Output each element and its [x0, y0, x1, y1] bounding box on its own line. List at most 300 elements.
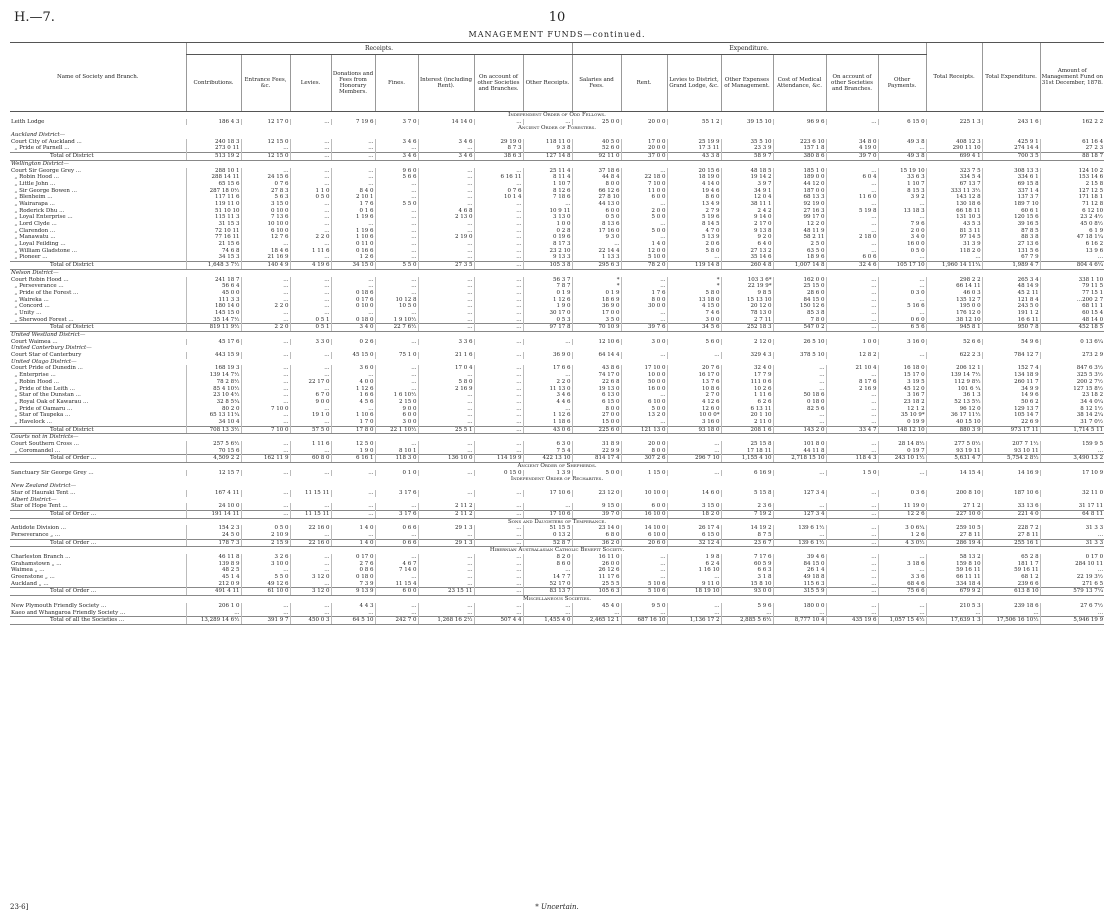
amount-cell: 115 11 3	[186, 214, 241, 221]
amount-cell: 4 0 0	[331, 379, 375, 386]
amount-cell: ...	[418, 324, 474, 332]
society-name: Perseverance „ ...	[11, 531, 61, 538]
amount-cell: 45 0 8½	[1040, 221, 1104, 228]
amount-cell: 3 15 0	[241, 201, 290, 208]
amount-cell: ...	[474, 386, 523, 393]
amount-cell: 3 2 6	[241, 554, 290, 561]
amount-cell: 1 7 6	[621, 290, 667, 297]
amount-cell: 168 19 3	[186, 365, 241, 372]
amount-cell: ...	[375, 145, 418, 152]
amount-cell: 27 8 10	[572, 194, 621, 201]
amount-cell: 10 1 4	[474, 194, 523, 201]
amount-cell: ...	[878, 201, 926, 208]
amount-cell: ...	[375, 379, 418, 386]
amount-cell: 25 15 0	[773, 283, 826, 290]
amount-cell: ...	[621, 567, 667, 574]
amount-cell: 23 15 11	[418, 588, 474, 596]
amount-cell: 0 13 2	[523, 532, 572, 539]
amount-cell: ...	[418, 145, 474, 152]
amount-cell: ...	[241, 168, 290, 175]
amount-cell: 491 4 11	[186, 588, 241, 596]
society-name: Sanctuary Sir George Grey ...	[11, 469, 94, 476]
amount-cell: 11 15 11	[290, 490, 331, 497]
amount-cell: ...	[926, 254, 982, 261]
amount-cell: ...	[241, 386, 290, 393]
amount-cell: 819 11 9½	[186, 324, 241, 332]
amount-cell: 325 5 3½	[1040, 372, 1104, 379]
total-row	[10, 617, 1104, 625]
amount-cell: 3 4 6	[418, 139, 474, 146]
amount-cell: ...	[826, 372, 878, 379]
total-row	[10, 588, 1104, 596]
amount-cell: ...	[773, 365, 826, 372]
amount-cell: ...	[621, 317, 667, 324]
amount-cell: 950 7 8	[982, 324, 1040, 332]
amount-cell: ...	[621, 234, 667, 241]
amount-cell: 56 3 7	[523, 277, 572, 284]
amount-cell: ...	[241, 241, 290, 248]
amount-cell: ...	[241, 419, 290, 426]
amount-cell: 0 10 0	[241, 208, 290, 215]
amount-cell: 191 1 2	[982, 310, 1040, 317]
amount-cell: 129 13 7	[982, 406, 1040, 413]
amount-cell: *	[667, 277, 721, 284]
amount-cell: ...	[773, 532, 826, 539]
amount-cell: ...	[572, 241, 621, 248]
amount-cell: 67 13 7	[926, 181, 982, 188]
amount-cell: ...	[418, 283, 474, 290]
amount-cell: 52 8 7	[523, 539, 572, 547]
amount-cell: ...	[290, 470, 331, 477]
table-row	[10, 139, 1104, 146]
amount-cell: ...	[418, 297, 474, 304]
amount-cell: 5,754 2 8½	[982, 455, 1040, 463]
amount-cell: ...	[474, 441, 523, 448]
amount-cell: 2 18 0	[826, 234, 878, 241]
amount-cell: 296 7 10	[667, 455, 721, 463]
amount-cell: ...	[474, 419, 523, 426]
amount-cell: ...	[290, 532, 331, 539]
district-heading-row	[10, 332, 1104, 339]
amount-cell: 186 4 3	[186, 119, 241, 126]
amount-cell: 8 17 3	[523, 241, 572, 248]
amount-cell: 31 3 9	[926, 241, 982, 248]
amount-cell: 140 4 9	[241, 262, 290, 270]
amount-cell: 7 4 6	[667, 310, 721, 317]
amount-cell: ...	[474, 317, 523, 324]
total-row	[10, 539, 1104, 547]
table-row	[10, 603, 1104, 610]
amount-cell: 0 17 6	[331, 297, 375, 304]
amount-cell: ...	[474, 352, 523, 359]
amount-cell: 5 6 0	[667, 339, 721, 346]
amount-cell: ...	[826, 503, 878, 510]
amount-cell: 2 16 9	[418, 386, 474, 393]
amount-cell: 2 13 0	[418, 214, 474, 221]
amount-cell: 118 4 3	[826, 455, 878, 463]
amount-cell: 38 12 10	[926, 317, 982, 324]
table-row	[10, 554, 1104, 561]
amount-cell: 784 12 7	[982, 352, 1040, 359]
amount-cell: 36 17 11½	[926, 412, 982, 419]
amount-cell: 2 12 0	[721, 339, 773, 346]
amount-cell: 2 11 2	[418, 510, 474, 518]
amount-cell: ...	[667, 610, 721, 617]
amount-cell: ...	[375, 248, 418, 255]
amount-cell: 3 3 6	[878, 574, 926, 581]
amount-cell: 1 0 0	[826, 339, 878, 346]
amount-cell: 9 3 8	[523, 145, 572, 152]
amount-cell: 85 3 8	[773, 310, 826, 317]
amount-cell: 1 4 0	[331, 525, 375, 532]
amount-cell: ...	[826, 412, 878, 419]
amount-cell: ...	[474, 574, 523, 581]
section-heading: Independent Order of Rechabites.	[510, 476, 604, 483]
amount-cell: 17 6 6	[523, 365, 572, 372]
amount-cell: 139 6 1½	[773, 525, 826, 532]
amount-cell: 51 15 5	[523, 525, 572, 532]
amount-cell: 101 6 ¼	[926, 386, 982, 393]
amount-cell: ...	[375, 441, 418, 448]
amount-cell: 5 13 9	[667, 234, 721, 241]
amount-cell: 13 18 0	[667, 297, 721, 304]
amount-cell: 93 19 11	[926, 448, 982, 455]
table-row	[10, 532, 1104, 539]
amount-cell: 31 17 11	[1040, 503, 1104, 510]
amount-cell: 22 17 0	[290, 379, 331, 386]
amount-cell: 308 13 3	[982, 168, 1040, 175]
society-name: „ Waireka ...	[11, 296, 49, 303]
amount-cell: 154 2 3	[186, 525, 241, 532]
amount-cell: ...	[375, 254, 418, 261]
table-row	[10, 201, 1104, 208]
table-row	[10, 277, 1104, 284]
amount-cell: 15 8 10	[721, 581, 773, 588]
amount-cell: 22 6 8	[572, 379, 621, 386]
amount-cell: 58 2 11	[773, 234, 826, 241]
amount-cell: 12 6 0	[667, 406, 721, 413]
amount-cell: 2 19 0	[418, 234, 474, 241]
total-row	[10, 455, 1104, 463]
amount-cell: ...200 2 7	[1040, 297, 1104, 304]
amount-cell: 127 3 4	[773, 510, 826, 518]
amount-cell: 44 13 0	[572, 201, 621, 208]
amount-cell: 307 2 6	[621, 455, 667, 463]
amount-cell: 25 11 4	[523, 168, 572, 175]
amount-cell: ...	[241, 470, 290, 477]
amount-cell: 32 12 4	[667, 539, 721, 547]
section-heading-row	[10, 518, 1104, 525]
amount-cell: 0 2 8	[523, 228, 572, 235]
amount-cell: 3 3 6	[418, 339, 474, 346]
amount-cell: 29 1 3	[418, 525, 474, 532]
amount-cell: 6 8 0	[572, 532, 621, 539]
amount-cell: 579 13 7¼	[1040, 588, 1104, 596]
amount-cell: 0 5 0	[878, 248, 926, 255]
amount-cell: 1 11 6	[290, 441, 331, 448]
amount-cell: 61 10 0	[241, 588, 290, 596]
amount-cell: 39 16 5	[982, 221, 1040, 228]
amount-cell: 13 4 9	[667, 201, 721, 208]
amount-cell: ...	[375, 181, 418, 188]
amount-cell: ...	[474, 372, 523, 379]
section-heading-row	[10, 596, 1104, 603]
amount-cell: 11 15 4	[375, 581, 418, 588]
amount-cell: 5 9 6	[721, 603, 773, 610]
amount-cell: 25 5 1	[418, 426, 474, 434]
amount-cell: 14 19 2	[721, 525, 773, 532]
amount-cell: *	[572, 283, 621, 290]
amount-cell: 21 15 6	[186, 241, 241, 248]
table-row	[10, 365, 1104, 372]
amount-cell: 6 0 0	[621, 194, 667, 201]
amount-cell: 240 18 3	[186, 139, 241, 146]
society-name: „ Robin Hood ...	[11, 378, 60, 385]
amount-cell: 0 6 6	[375, 539, 418, 547]
amount-cell: 80 2 0	[186, 406, 241, 413]
amount-cell: 260 4 8	[721, 262, 773, 270]
amount-cell: ...	[290, 201, 331, 208]
footnote: * Uncertain.	[535, 903, 579, 911]
amount-cell: 46 0 3	[926, 290, 982, 297]
amount-cell: 127 12 5	[1040, 188, 1104, 195]
amount-cell: 8 12 1½	[1040, 406, 1104, 413]
amount-cell: 13 7 6	[667, 379, 721, 386]
amount-cell: 20 15 6	[667, 168, 721, 175]
amount-cell: 47 18 1¼	[1040, 234, 1104, 241]
amount-cell: 96 9 6	[773, 119, 826, 126]
amount-cell: 6 3 0	[523, 441, 572, 448]
district-heading: United Canterbury District—	[11, 345, 92, 352]
amount-cell: 7 5 4	[523, 448, 572, 455]
society-name: „ William Gladstone ...	[11, 247, 78, 254]
amount-cell: 1 10 7	[523, 181, 572, 188]
header-fines: Fines.	[375, 55, 418, 112]
amount-cell: ...	[418, 574, 474, 581]
amount-cell: ...	[474, 406, 523, 413]
table-row	[10, 174, 1104, 181]
amount-cell: 0 1 9	[523, 290, 572, 297]
amount-cell: ...	[331, 532, 375, 539]
amount-cell: 68 1 2	[982, 574, 1040, 581]
amount-cell: 78 13 0	[721, 310, 773, 317]
amount-cell: ...	[375, 214, 418, 221]
amount-cell: 7 14 0	[375, 567, 418, 574]
amount-cell: 121 8 4	[982, 297, 1040, 304]
amount-cell: 22 19 3½	[1040, 574, 1104, 581]
amount-cell: 34 10 4	[186, 419, 241, 426]
district-heading-row	[10, 434, 1104, 441]
amount-cell: 5 0 0	[621, 228, 667, 235]
amount-cell: ...	[418, 303, 474, 310]
amount-cell: 315 5 9	[773, 588, 826, 596]
amount-cell: ...	[878, 254, 926, 261]
amount-cell: ...	[290, 419, 331, 426]
table-row	[10, 448, 1104, 455]
amount-cell: 65 13 11¼	[186, 412, 241, 419]
amount-cell: 187 10 6	[982, 490, 1040, 497]
amount-cell: 4 4 6	[523, 399, 572, 406]
amount-cell: ...	[290, 561, 331, 568]
amount-cell: ...	[474, 561, 523, 568]
district-heading: United Westland District—	[11, 332, 86, 338]
amount-cell: 49 3 8	[878, 153, 926, 161]
amount-cell: 3 0 0	[621, 339, 667, 346]
amount-cell: 124 10 2	[1040, 168, 1104, 175]
amount-cell: 6 12 10	[1040, 208, 1104, 215]
amount-cell: ...	[290, 221, 331, 228]
amount-cell: 68 11 1	[1040, 303, 1104, 310]
amount-cell: 15 13 10	[721, 297, 773, 304]
amount-cell: ...	[474, 603, 523, 610]
amount-cell: 34 15 0	[331, 262, 375, 270]
district-heading-row	[10, 345, 1104, 352]
amount-cell: 14 6 0	[667, 490, 721, 497]
amount-cell: 34 5 6	[667, 324, 721, 332]
amount-cell: ...	[826, 290, 878, 297]
amount-cell: 48 11 9	[773, 228, 826, 235]
amount-cell: 137 3 7	[982, 194, 1040, 201]
amount-cell: ...	[331, 503, 375, 510]
amount-cell: ...	[523, 406, 572, 413]
amount-cell: 9 2 0	[721, 234, 773, 241]
amount-cell: 1 6 6	[331, 392, 375, 399]
amount-cell: 3 13 0	[523, 214, 572, 221]
amount-cell: 34 8 0	[826, 139, 878, 146]
amount-cell: ...	[474, 412, 523, 419]
amount-cell: ...	[241, 503, 290, 510]
amount-cell: 2 10 9	[241, 532, 290, 539]
amount-cell: ...	[241, 392, 290, 399]
amount-cell: 1 4 0	[621, 241, 667, 248]
amount-cell: ...	[375, 365, 418, 372]
amount-cell: 422 13 10	[523, 455, 572, 463]
amount-cell: ...	[290, 241, 331, 248]
amount-cell: 43 5 3	[926, 221, 982, 228]
amount-cell: ...	[773, 372, 826, 379]
amount-cell: ...	[474, 290, 523, 297]
amount-cell: ...	[375, 234, 418, 241]
amount-cell: ...	[621, 168, 667, 175]
table-row	[10, 581, 1104, 588]
amount-cell: 103 3 6*	[721, 277, 773, 284]
amount-cell: ...	[331, 372, 375, 379]
amount-cell: 0 6 0	[878, 317, 926, 324]
amount-cell: 2 15 9	[241, 539, 290, 547]
amount-cell: ...	[418, 610, 474, 617]
amount-cell: ...	[773, 503, 826, 510]
amount-cell: 6 2 4	[667, 561, 721, 568]
amount-cell: 67 7 9	[982, 254, 1040, 261]
amount-cell: ...	[331, 139, 375, 146]
amount-cell: 3 4 6	[375, 153, 418, 161]
amount-cell: 20 0 0	[621, 441, 667, 448]
table-row	[10, 392, 1104, 399]
amount-cell: ...	[375, 228, 418, 235]
amount-cell: 6 16 9	[721, 470, 773, 477]
amount-cell: 2 7 11	[721, 317, 773, 324]
amount-cell: 6 0 6	[826, 254, 878, 261]
amount-cell: 44 11 8	[773, 448, 826, 455]
amount-cell: 6 10 0	[241, 228, 290, 235]
amount-cell: ...	[474, 221, 523, 228]
table-row	[10, 214, 1104, 221]
amount-cell: 3 17 6	[375, 490, 418, 497]
amount-cell: ...	[982, 610, 1040, 617]
amount-cell: ...	[290, 297, 331, 304]
amount-cell: 804 4 6¼	[1040, 262, 1104, 270]
amount-cell: 34 15 3	[186, 254, 241, 261]
amount-cell: ...	[418, 277, 474, 284]
amount-cell: 1,136 17 2	[667, 617, 721, 625]
amount-cell: 6 0 0	[375, 588, 418, 596]
amount-cell: 679 9 2	[926, 588, 982, 596]
amount-cell: 3 0 0	[667, 317, 721, 324]
amount-cell: 28 14 8½	[878, 441, 926, 448]
amount-cell: 24 10 0	[186, 503, 241, 510]
amount-cell: 77 15 1	[1040, 290, 1104, 297]
amount-cell: 16 10 0	[621, 510, 667, 518]
amount-cell: ...	[375, 610, 418, 617]
amount-cell: 239 6 6	[982, 581, 1040, 588]
amount-cell: 0 17 0	[331, 554, 375, 561]
amount-cell: 0 18 0	[773, 399, 826, 406]
society-name: „ Loyal Enterprise ...	[11, 214, 73, 221]
amount-cell: 37 0 0	[621, 153, 667, 161]
table-row	[10, 406, 1104, 413]
amount-cell: ...	[621, 574, 667, 581]
amount-cell: 2 0 0	[621, 208, 667, 215]
society-name: Court Pride of Dunedin ...	[11, 365, 83, 372]
amount-cell: ...	[474, 399, 523, 406]
table-row	[10, 339, 1104, 346]
table-row	[10, 168, 1104, 175]
amount-cell: 24 15 6	[241, 174, 290, 181]
amount-cell: 105 14 7	[982, 412, 1040, 419]
amount-cell: 52 17 0	[523, 581, 572, 588]
table-row	[10, 379, 1104, 386]
amount-cell: 6 16 1	[331, 455, 375, 463]
amount-cell: 5 19 8	[826, 208, 878, 215]
amount-cell: ...	[474, 379, 523, 386]
amount-cell: ...	[331, 283, 375, 290]
amount-cell: ...	[621, 561, 667, 568]
amount-cell: 435 19 6	[826, 617, 878, 625]
amount-cell: 71 12 8	[1040, 201, 1104, 208]
district-heading: Albert District—	[11, 496, 57, 503]
amount-cell: 0 1 6	[331, 208, 375, 215]
amount-cell: ...	[331, 153, 375, 161]
amount-cell: 2 7 6	[331, 561, 375, 568]
amount-cell: 43 0 6	[523, 426, 572, 434]
amount-cell: *	[667, 283, 721, 290]
amount-cell: 83 13 7	[523, 588, 572, 596]
header-donations: Donations and Fees from Honorary Members.	[331, 55, 375, 112]
amount-cell: 45 2 11	[982, 290, 1040, 297]
table-row	[10, 419, 1104, 426]
amount-cell: 2,465 12 1	[572, 617, 621, 625]
district-heading-row	[10, 132, 1104, 139]
amount-cell: 50 6 2	[982, 399, 1040, 406]
amount-cell: 162 2 2	[1040, 119, 1104, 126]
amount-cell: ...	[290, 406, 331, 413]
table-row	[10, 503, 1104, 510]
amount-cell: 12 15 0	[241, 153, 290, 161]
table-row	[10, 228, 1104, 235]
amount-cell: 6 0 0	[621, 503, 667, 510]
amount-cell: 3 10 0	[241, 561, 290, 568]
amount-cell: 1,960 14 11¼	[926, 262, 982, 270]
